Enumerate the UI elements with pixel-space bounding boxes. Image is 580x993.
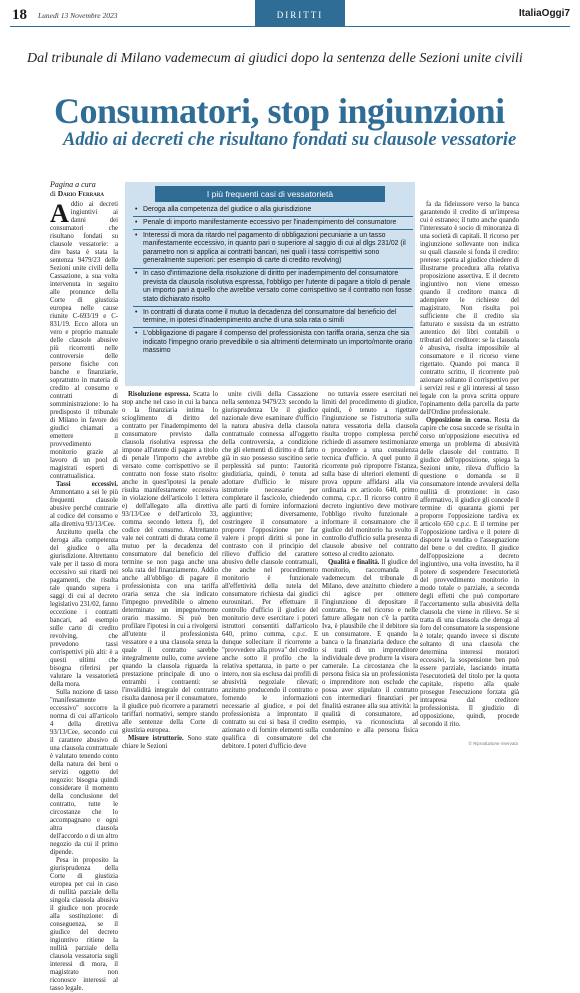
box-list-item [133, 309, 413, 329]
article-column-1 [50, 199, 118, 992]
drop-cap: A [50, 199, 69, 228]
paragraph: Misure istruttorie. Sono state chiare le Sezioni [122, 735, 218, 750]
paragraph: fa da fideiussore verso la banca garantendo il credito di un'impresa cui è estraneo; il tutto anche quando l'interessato è socio di minoranza di una società di capitali. Il ricorso per ingiunzione sollevante non indica su quali clausole si fonda il credito: pretese: spetta al giudice chiedere di illustrarne procedura alla relativa proposizione assertiva. E il decreto ingiuntivo non viene emesso quando il creditore manca di adempiere le richieste del magistrato. Non risulta poi sufficiente che il credito sia fatturato e sussista da un estratto autentico dei libri contabili o tributari del creditore: se la clausola è abusiva, risulta impossibile al consumatore e il ricorso viene rigettato. Quando poi manca il contratto scritto, il ricorrente può azionare soltanto il corrispettivo per i servizi resi e gli interessi al tasso legale con la prova scritta oppure l'opinamento della parcella da parte dell'Ordine professionale. [420, 201, 519, 416]
paragraph: no tuttavia essere esercitati nei limiti del procedimento di giudice, quindi, è tenuto a rigettare l'ingiunzione se l'istruttoria sulla natura vessatoria della clausola risulta troppo complessa perché richiede di assumere testimonianze o procedere a una consulenza tecnica d'ufficio. A quel punto il ricorrente può riproporre l'istanza, sulla base di ulteriori elementi di prova oppure affidarsi alla via ordinaria ex articolo 640, primo comma, c.p.c. Il ricorso contro il decreto ingiuntivo deve motivare l'obbligo rivolto funzionale a informare il consumatore che il giudice del monitorio ha svolto il controllo d'ufficio sulla presenza di clausole abusive nel contratto sotteso al credito azionato. [322, 391, 418, 558]
newspaper-brand: ItaliaOggi7 [518, 8, 570, 19]
section-label: DIRITTI [255, 0, 345, 26]
box-list-item [133, 206, 413, 217]
copyright-note: © Riproduzione riservata [468, 741, 518, 746]
paragraph: Qualità e finalità. Il giudice del monitorio, raccomanda il vademecum del tribunale di Milano, deve anzitutto chiedere a chi agisce per ottenere l'ingiunzione di depositare il contratto. Se nel ricorso e nelle fatture allegate non c'è la partita Iva, è plausibile che il debitore sia un consumatore. E quando la banca o la finanziaria deduce che si tratti di un imprenditore individuale deve produrre la visura camerale. La circostanza che la persona fisica sia un professionista o imprenditore non esclude che possa aver stipulato il contratto con intermediari finanziari per finalità estranee alla sua attività: la qualità di consumatore, ad esempio, va riconosciuta al condomino e alla persona fisica che [322, 559, 418, 742]
bullet-icon: • [135, 218, 138, 226]
box-list-item [133, 330, 413, 357]
paragraph: Pesa in proposito la giurisprudenza della Corte di giustizia europea per cui in caso di nullità parziale della singola clausola abusiva il giudice non procede alla sostituzione: di conseguenza, se il giudice del decreto ingiuntivo ritiene la nullità parziale della clausola vessatoria sugli interessi di mora, il magistrato non riconosce interessi al tasso legale. [50, 857, 118, 992]
paragraph: Sulla nozione di tasso "manifestamente eccessivo" soccorre la norma di cui all'articolo 4 della direttiva 93/13/Cee, secondo cui il carattere abusivo di una clausola contrattuale è valutato tenendo conto della natura dei beni o servizi oggetto del negozio: bisogna quindi considerare il momento della conclusione del contratto, tutte le circostanze che lo accompagnano e ogni altra clausola dell'accordo o di un altro negozio da cui il primo dipende. [50, 689, 118, 856]
bullet-icon: • [135, 270, 138, 278]
box-list-text: L'obbligazione di pagare il compenso del professionista con tariffa oraria, senza che sia indicato l'impegno orario prevedibile o sia altrimenti determinato un importo/monte orario massimo [143, 330, 413, 355]
article-subhead: Addio ai decreti che risultano fondati su clausole vessatorie [63, 130, 517, 150]
paragraph: Anzitutto quella che deroga alla competenza del giudice o alla giurisdizione. Altrettanto vale per il tasso di mora eccessivo sui ritardi nei pagamenti, che risulta tale quando supera i saggi di cui al decreto legislativo 231/02, fanno eccezione i contratti bancari, ad esempio sulle carte di credito revolving, che prevedono tassi corrispettivi più alti: è a questi ultimi che bisogna riferirsi per valutare la vessatorietà della mora. [50, 529, 118, 688]
byline-prefix: di [50, 189, 56, 198]
header-rule [10, 26, 570, 27]
article-column-2 [122, 391, 218, 750]
box-list-item [133, 232, 413, 269]
article-column-3 [222, 391, 318, 750]
page-date: Lunedì 13 Novembre 2023 [38, 11, 118, 20]
page-number: 18 [12, 7, 27, 23]
bullet-icon: • [135, 231, 138, 239]
paragraph: Opposizione in corso. Resta da capire che cosa succede se risulta in corso un'opposizione esecutiva ed emerga un problema di abusività delle clausole del contratto. Il giudice dell'opposizione, spiega la Sezioni unite, rileva d'ufficio la questione e domanda se il consumatore intende avvalersi della nullità di protezione: in caso affermativo, il giudice gli concede il termine di quaranta giorni per proporre l'opposizione tardiva ex articolo 650 c.p.c. E il termine per l'opposizione tardiva e il potere di disporre la vendita o l'assegnazione del bene o del credito. Il giudice dell'opposizione a decreto ingiuntivo, una volta investito, ha il potere di sospendere l'esecutorietà del provvedimento monitorio in modo totale o parziale, a seconda degli effetti che può comportare l'accertamento sulla abusività della clausola che viene in rilievo. Se si tratta di una clausola che deroga al foro del consumatore la sospensione è totale; quando invece si discute soltanto di una clausola che determina interessi moratori eccessivi, la sospensione ben può essere parziale, lasciando intatta l'esecutorietà del titolo per la quota capitale, rispetto alla quale prosegue l'esecuzione forzata già intrapresa dal creditore professionista. Il giudizio di opposizione, quindi, procede secondo il rito. [420, 417, 520, 728]
bullet-icon: • [135, 206, 138, 213]
bullet-icon: • [135, 308, 138, 316]
box-title: I più frequenti casi di vessatorietà [155, 186, 385, 202]
article-kicker: Dal tribunale di Milano vademecum ai giudici dopo la sentenza delle Sezioni unite civili [27, 51, 523, 66]
paragraph: Tassi eccessivi. Ammontano a sei le più frequenti clausole abusive perché contrarie al codice del consumo e alla direttiva 93/13/Cee. [50, 481, 118, 528]
box-list-text: Interessi di mora da ritardo nel pagamento di obbligazioni pecuniarie a un tasso manifestamente eccessivo, in quanto pari o superiore al saggio di cui al dlgs 231/02 (il parametro non si applica ai contratti bancari, nei quali i tassi corrispettivi sono generalmente superiori: per esempio di carte di credito revolving) [143, 231, 406, 265]
box-list-item [133, 270, 413, 307]
box-list-text: In caso d'intimazione della risoluzione di diritto per inadempimento del consumatore prevista da clausola risolutiva espressa, l'obbligo per l'utente di pagare a titolo di penale un importo pari a quello che avrebbe versato come corrispettivo se il contratto non fosse stato dichiarato risolto [143, 270, 412, 303]
bullet-icon: • [135, 330, 138, 338]
box-list-item [133, 219, 413, 230]
article-column-4 [322, 391, 418, 746]
byline-author: Dario Ferrara [57, 189, 105, 198]
paragraph: Risoluzione espressa. Scatta lo stop anche nel caso in cui la banca o la finanziaria intima lo scioglimento di diritto del contratto per l'inadempimento del consumatore previsto dalla clausola risolutiva espressa che impone all'utente di pagare a titolo di penale l'importo che avrebbe versato come corrispettivo se il contratto non fosse stato risolto: anche in quest'ipotesi la penale risulta manifestamente eccessiva in violazione dell'articolo 1 lettera e) dell'allegato alla direttiva 93/13/Cee e dell'articolo 33, comma secondo lettera f), del codice del consumo. Altrettanto vale nei contratti di durata come il mutuo per la decadenza del consumatore dal beneficio del termine se non paga anche una sola rata del finanziamento. Addio anche all'obbligo di pagare il professionista con una tariffa oraria senza che sia indicato l'impegno prevedibile o almeno determinato un impegno/monte orario massimo. Si può ben profilare l'ipotesi in cui a rivolgersi all'utente il professionista vessatore e a una clausola senza la quale il contratto sarebbe integralmente nullo, come avviene quando la clausola riguarda la prestazione principale di uno o entrambi i contraenti: se l'invalidità integrale del contratto risulta dannosa per il consumatore, il giudice può ricorrere a parametri tariffari normativi, sempre stando alle sentenze della Corte di giustizia europea. [122, 391, 218, 734]
paragraph: ddio ai decreti ingiuntivi ai danni dei consumatori che risultano fondati su clausole vessatorie: a dire basta è stata la sentenza 9479/23 delle Sezioni unite civili della Cassazione, a sua volta intervenuta in seguito alle pronunce della Corte di giustizia europea nelle cause riunite C-693/19 e C-831/19. Ecco allora un vero e proprio manuale delle clausole abusive più ricorrenti nelle controversie delle persone fisiche con banche e finanziarie, soprattutto in materia di credito al consumo e contratti di somministrazione: lo ha predisposto il tribunale di Milano in favore dei giudici chiamati a emettere il provvedimento monitorio grazie al lavoro di un pool di magistrati esperti di contrattualistica. [50, 201, 118, 480]
box-list-text: Deroga alla competenza del giudice o alla giurisdizione [143, 206, 312, 213]
byline-intro: Pagina a cura [50, 180, 96, 189]
column-body [50, 201, 118, 993]
byline [50, 189, 104, 198]
paragraph: unite civili della Cassazione nella sentenza 9479/23: secondo la giurisprudenza Ue il giudice nazionale deve esaminare d'ufficio la natura abusiva della clausola contrattuale connessa all'oggetto della controversia, a condizione che gli elementi di diritto e di fatto già in suo possesso suscitino serie perplessità sul punto: l'autorità giudiziaria, quindi, è tenuta ad adottare d'ufficio le misure istruttorie necessarie per completare il fascicolo, chiedendo alle parti di fornire informazioni aggiuntive; diversamente, costringere il consumatore a proporre l'opposizione per far valere i propri diritti si pone in contrasto con il principio del rilievo d'ufficio del carattere abusivo delle clausole contrattuali, che anche nel procedimento monitorio è funzionale all'effettività della tutela del consumatore richiesta dai giudici eurounitari. Per effettuare il controllo d'ufficio il giudice del monitorio deve esercitare i poteri istruttori consentiti dall'articolo 640, primo comma, c.p.c. E dunque sollecitare il ricorrente a "provvedere alla prova" del credito anche sotto il profilo che la relativa spettanza, in parte o per intero, non sia esclusa dai profili di abusività negoziale rilevati; anzitutto producendo il contratto e fornendo le informazioni necessarie al giudice, e poi del professionista a improntato il contratto su cui si basa il credito azionato e di fornire elementi sulla qualifica di consumatore del debitore. I poteri d'ufficio deve [222, 391, 318, 750]
article-column-5 [420, 201, 519, 746]
article-headline: Consumatori, stop ingiunzioni [54, 91, 505, 131]
sidebar-box-vessatorieta [125, 182, 415, 386]
box-list [133, 206, 413, 359]
box-list-text: Penale di importo manifestamente eccessivo per l'inadempimento del consumatore [143, 218, 397, 226]
box-list-text: In contratti di durata come il mutuo la decadenza del consumatore dal beneficio del termine, in ipotesi d'inadempimento anche di una sola rata o simili [143, 308, 397, 325]
